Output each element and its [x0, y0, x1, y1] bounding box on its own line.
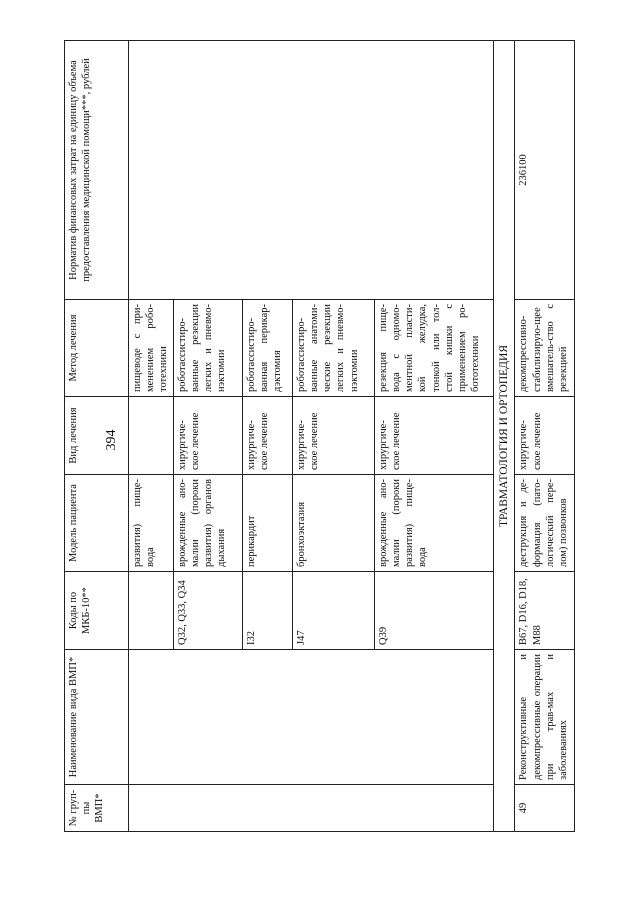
cell-type: хирургиче-ское лечение — [375, 397, 494, 475]
cell-codes — [129, 572, 174, 650]
cell-method: резекция пище-вода с одномо-ментной пласти-кой желудка, тонкой или тол-стой кишки с применением ро-бототехники — [375, 300, 494, 397]
table-row — [129, 41, 174, 832]
header-name: Наименование вида ВМП* — [65, 650, 129, 785]
cell-method: роботассистиро-ванная перикар-дэктомия — [243, 300, 293, 397]
header-group: № груп-пы ВМП* — [65, 785, 129, 832]
cell-codes: B67, D16, D18, M88 — [515, 572, 575, 650]
cell-codes: Q39 — [375, 572, 494, 650]
cell-codes: J47 — [293, 572, 375, 650]
cell-type: хирургиче-ское лечение — [515, 397, 575, 475]
cell-type: хирургиче-ское лечение — [293, 397, 375, 475]
section-row — [494, 41, 515, 832]
cell-method: декомпрессивно-стабилизирую-щее вмешатель-ство с резекцией — [515, 300, 575, 397]
cell-model: деструкция и де-формация (пато-логический пере-лом) позвонков — [515, 475, 575, 572]
table-header-row — [65, 41, 129, 832]
cell-type: хирургиче-ское лечение — [174, 397, 243, 475]
header-type: Вид лечения — [65, 397, 129, 475]
cell-method: роботассистиро-ванные резекции легких и пневмо-нэктомии — [174, 300, 243, 397]
cell-norm — [129, 41, 494, 300]
cell-model: врожденные ано-малии (пороки развития) пище-вода — [375, 475, 494, 572]
header-norm: Норматив финансовых затрат на единицу объема предоставления медицинской помощи***, рублей — [65, 41, 129, 300]
cell-model: врожденные ано-малии (пороки развития) органов дыхания — [174, 475, 243, 572]
header-model: Модель пациента — [65, 475, 129, 572]
cell-group — [129, 785, 494, 832]
cell-method: роботассистиро-ванные анатоми-ческие резекции легких и пневмо-нэктомии — [293, 300, 375, 397]
cell-codes: I32 — [243, 572, 293, 650]
page-number: 394 — [104, 429, 119, 451]
section-title: ТРАВМАТОЛОГИЯ И ОРТОПЕДИЯ — [494, 41, 515, 832]
cell-model: бронхоэктазия — [293, 475, 375, 572]
cell-name: Реконструктивные и декомпрессивные операции при трав-мах и заболеваниях — [515, 650, 575, 785]
vmp-table — [64, 40, 575, 832]
cell-method: пищеводе с при-менением робо-тотехники — [129, 300, 174, 397]
cell-model: перикардит — [243, 475, 293, 572]
cell-model: развития) пище-вода — [129, 475, 174, 572]
cell-group: 49 — [515, 785, 575, 832]
cell-norm: 236100 — [515, 41, 575, 300]
cell-type — [129, 397, 174, 475]
header-codes: Коды по МКБ-10** — [65, 572, 129, 650]
cell-name — [129, 650, 494, 785]
table-sheet — [64, 41, 569, 832]
cell-type: хирургиче-ское лечение — [243, 397, 293, 475]
cell-codes: Q32, Q33, Q34 — [174, 572, 243, 650]
header-method: Метод лечения — [65, 300, 129, 397]
table-row — [515, 41, 575, 832]
